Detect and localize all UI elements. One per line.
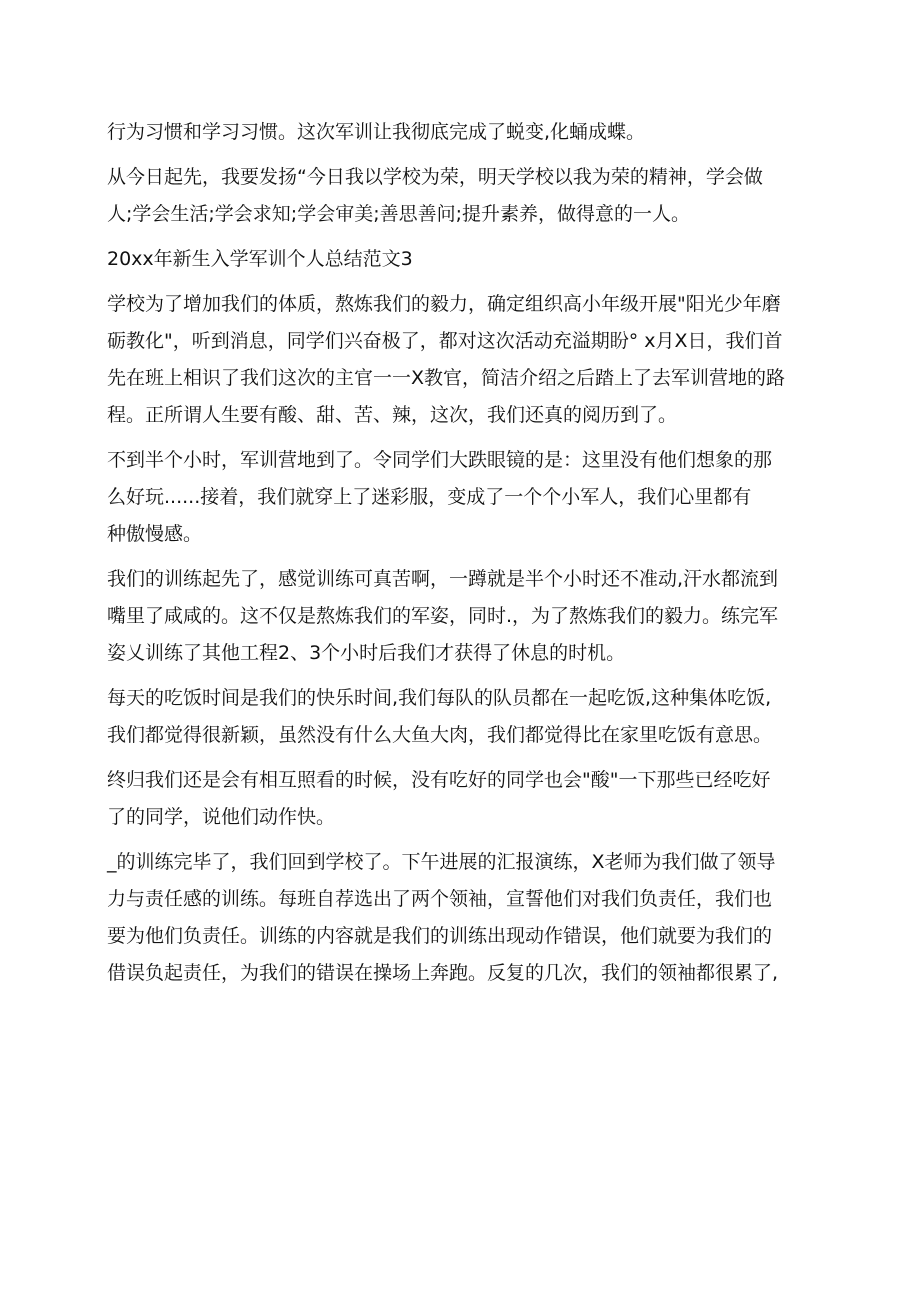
text-line: 了的同学，说他们动作快。	[107, 806, 336, 828]
paragraph-gap	[107, 553, 807, 561]
paragraph-gap	[107, 233, 807, 241]
text-line: 从今日起先，我要发扬“今日我以学校为荣，明天学校以我为荣的精神，学会做	[107, 166, 763, 188]
text-line: 每天的吃饭时间是我们的快乐时间,我们每队的队员都在一起吃饭,这种集体吃饭,	[107, 687, 772, 709]
paragraph-gap	[107, 151, 807, 159]
text-line: 种傲慢感。	[107, 523, 203, 545]
text-line: 么好玩......接着，我们就穿上了迷彩服，变成了一个个小军人，我们心里都有	[107, 486, 752, 508]
text-line: 嘴里了咸咸的。这不仅是熬炼我们的军姿，同时.，为了熬炼我们的毅力。练完军	[107, 605, 779, 627]
text-line: 要为他们负责任。训练的内容就是我们的训练出现动作错误，他们就要为我们的	[107, 925, 773, 947]
paragraph-gap	[107, 754, 807, 762]
document-body	[107, 114, 807, 992]
text-line: 砺教化"，听到消息，同学们兴奋极了，都对这次活动充溢期盼° x月X日，我们首	[107, 330, 783, 352]
text-line: 终归我们还是会有相互照看的时候，没有吃好的同学也会"酸"一下那些已经吃好	[107, 769, 771, 791]
text-line: 我们的训练起先了，感觉训练可真苦啊，一蹲就是半个小时还不准动,汗水都流到	[107, 568, 779, 590]
text-line: 人;学会生活;学会求知;学会审美;善思善问;提升素养，做得意的一人。	[107, 203, 691, 225]
text-line: 先在班上相识了我们这次的主官一一X教官，简洁介绍之后踏上了去军训营地的路	[107, 367, 786, 389]
text-line: 程。正所谓人生要有酸、甜、苦、辣，这次，我们还真的阅历到了。	[107, 404, 678, 426]
text-line: _的训练完毕了，我们回到学校了。下午进展的汇报演练，X老师为我们做了领导	[107, 851, 776, 873]
text-line: 姿乂训练了其他工程2、3个小时后我们才获得了休息的时机。	[107, 642, 626, 664]
text-line: 不到半个小时，军训营地到了。令同学们大跌眼镜的是：这里没有他们想象的那	[107, 449, 773, 471]
paragraph-gap	[107, 672, 807, 680]
paragraph-gap	[107, 434, 807, 442]
text-line: 借误负起责任，为我们的错误在操场上奔跑。反复的几次，我们的领袖都很累了,	[107, 962, 779, 984]
text-line: 行为习惯和学习习惯。这次军训让我彻底完成了蜕变,化蛹成蝶。	[107, 121, 646, 143]
text-line: 力与责任感的训练。每班自荐选出了两个领袖，宣誓他们对我们负责任，我们也	[107, 888, 773, 910]
section-heading: 20xx年新生入学军训个人总结范文3	[107, 248, 413, 270]
paragraph-gap	[107, 836, 807, 844]
paragraph-gap	[107, 278, 807, 286]
text-line: 学校为了增加我们的体质，熬炼我们的毅力，确定组织高小年级开展"阳光少年磨	[107, 293, 781, 315]
text-line: 我们都觉得很新颖，虽然没有什么大鱼大肉，我们都觉得比在家里吃饭有意思。	[107, 724, 773, 746]
